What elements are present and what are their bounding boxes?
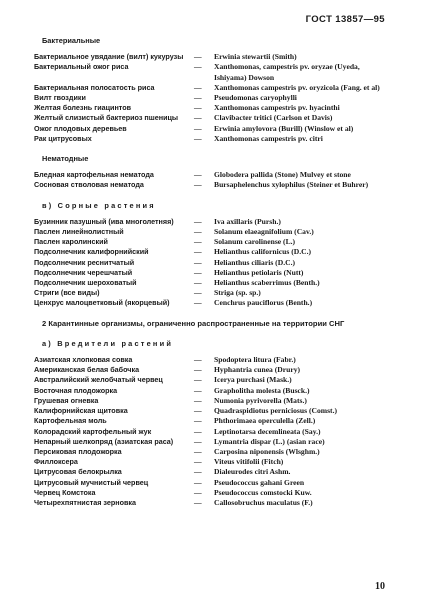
latin-name: Numonia pyrivorella (Mats.) xyxy=(214,395,307,405)
list-item xyxy=(34,457,394,467)
common-name: Четырехпятнистая зерновка xyxy=(34,497,137,507)
latin-name: Helianthus scaberrimus (Benth.) xyxy=(214,278,320,288)
dash: — xyxy=(194,123,202,133)
latin-name: Quadraspidiotus perniciosus (Comst.) xyxy=(214,406,337,416)
common-name: Австралийский желобчатый червец xyxy=(34,375,163,385)
common-name: Ценхрус малоцветковый (якорцевый) xyxy=(34,298,170,308)
dash: — xyxy=(194,133,202,143)
section-title-weeds: в) Сорные растения xyxy=(42,200,156,210)
list-item xyxy=(34,237,394,247)
common-name: Филлоксера xyxy=(34,457,78,467)
common-name: Желтая болезнь гиацинтов xyxy=(34,103,132,113)
latin-name: Bursaphelenchus xylophilus (Steiner et Buhrer) xyxy=(214,180,369,190)
list-item xyxy=(34,83,394,93)
weed-list xyxy=(34,217,394,309)
latin-name: Viteus vitifolii (Fitch) xyxy=(214,457,284,467)
latin-name: Iva axillaris (Pursh.) xyxy=(214,216,281,226)
list-item xyxy=(34,498,394,508)
common-name: Грушевая огневка xyxy=(34,395,99,405)
dash: — xyxy=(194,216,202,226)
list-item xyxy=(34,386,394,396)
latin-name: Pseudococcus gahani Green xyxy=(214,477,305,487)
list-item xyxy=(34,124,394,134)
latin-name: Solanum carolinense (L.) xyxy=(214,237,296,247)
dash: — xyxy=(194,487,202,497)
common-name: Цитрусовый мучнистый червец xyxy=(34,477,149,487)
document-header: ГОСТ 13857—95 xyxy=(305,14,385,25)
list-item xyxy=(34,227,394,237)
dash: — xyxy=(194,395,202,405)
common-name: Картофельная моль xyxy=(34,416,107,426)
dash: — xyxy=(194,247,202,257)
common-name: Бактериальная полосатость риса xyxy=(34,82,155,92)
dash: — xyxy=(194,385,202,395)
latin-name: Erwinia amylovora (Burill) (Winslow et al) xyxy=(214,123,354,133)
dash: — xyxy=(194,365,202,375)
common-name: Сосновая стволовая нематода xyxy=(34,180,144,190)
common-name: Колорадский картофельный жук xyxy=(34,426,152,436)
dash: — xyxy=(194,457,202,467)
document-body xyxy=(34,36,394,508)
dash: — xyxy=(194,375,202,385)
list-item xyxy=(34,103,394,113)
common-name: Бактериальное увядание (вилт) кукурузы xyxy=(34,52,184,62)
dash: — xyxy=(194,52,202,62)
dash: — xyxy=(194,477,202,487)
section-title-bacterial: Бактериальные xyxy=(42,36,101,45)
list-item xyxy=(34,375,394,385)
list-item xyxy=(34,298,394,308)
list-item xyxy=(34,247,394,257)
latin-name: Callosobruchus maculatus (F.) xyxy=(214,497,313,507)
section-title-pests: а) Вредители растений xyxy=(42,338,174,348)
list-item xyxy=(34,113,394,123)
common-name: Бактериальный ожог риса xyxy=(34,62,129,72)
list-item xyxy=(34,355,394,365)
dash: — xyxy=(194,288,202,298)
latin-name: Xanthomonas, campestris pv. oryzae (Uyeda, Ishiyama) Dowson xyxy=(214,62,360,82)
latin-name: Helianthus ciliaris (D.C.) xyxy=(214,257,295,267)
dash: — xyxy=(194,406,202,416)
latin-name: Striga (sp. sp.) xyxy=(214,288,261,298)
section-title-nematodes: Нематодные xyxy=(42,154,89,164)
list-item xyxy=(34,365,394,375)
latin-name: Clavibacter tritici (Carlson et Davis) xyxy=(214,113,333,123)
latin-name: Pseudococcus comstocki Kuw. xyxy=(214,487,312,497)
dash: — xyxy=(194,93,202,103)
common-name: Американская белая бабочка xyxy=(34,365,140,375)
common-name: Бледная картофельная нематода xyxy=(34,170,154,180)
common-name: Азиатская хлопковая совка xyxy=(34,355,133,365)
nematode-list xyxy=(34,170,394,190)
list-item xyxy=(34,447,394,457)
latin-name: Helianthus californicus (D.C.) xyxy=(214,247,312,257)
list-item xyxy=(34,427,394,437)
list-item xyxy=(34,134,394,144)
common-name: Калифорнийская щитовка xyxy=(34,406,128,416)
dash: — xyxy=(194,278,202,288)
dash: — xyxy=(194,298,202,308)
latin-name: Xanthomonas campestris pv. oryzicola (Fang. et al) xyxy=(214,82,380,92)
common-name: Паслен каролинский xyxy=(34,237,108,247)
latin-name: Helianthus petiolaris (Nutt) xyxy=(214,267,304,277)
dash: — xyxy=(194,467,202,477)
common-name: Стриги (все виды) xyxy=(34,288,100,298)
latin-name: Grapholitha molesta (Busck.) xyxy=(214,385,310,395)
latin-name: Phthorimaea operculella (Zell.) xyxy=(214,416,316,426)
list-item xyxy=(34,488,394,498)
latin-name: Spodoptera litura (Fabr.) xyxy=(214,355,296,365)
dash: — xyxy=(194,82,202,92)
list-item xyxy=(34,478,394,488)
page-number: 10 xyxy=(375,581,385,592)
common-name: Бузинник пазушный (ива многолетняя) xyxy=(34,216,174,226)
latin-name: Leptinotarsa decemlineata (Say.) xyxy=(214,426,321,436)
latin-name: Carposina niponensis (Wlsghm.) xyxy=(214,446,320,456)
latin-name: Xanthomonas campestris pv. citri xyxy=(214,133,323,143)
list-item xyxy=(34,268,394,278)
list-item xyxy=(34,217,394,227)
common-name: Вилт гвоздики xyxy=(34,93,86,103)
dash: — xyxy=(194,227,202,237)
common-name: Паслен линейнолистный xyxy=(34,227,124,237)
list-item xyxy=(34,278,394,288)
list-item xyxy=(34,396,394,406)
dash: — xyxy=(194,355,202,365)
common-name: Цитрусовая белокрылка xyxy=(34,467,122,477)
common-name: Непарный шелкопряд (азиатская раса) xyxy=(34,436,174,446)
dash: — xyxy=(194,416,202,426)
list-item xyxy=(34,416,394,426)
common-name: Рак цитрусовых xyxy=(34,133,92,143)
list-item xyxy=(34,467,394,477)
latin-name: Cenchrus pauciflorus (Benth.) xyxy=(214,298,313,308)
latin-name: Lymantria dispar (L.) (asian race) xyxy=(214,436,325,446)
list-item xyxy=(34,406,394,416)
dash: — xyxy=(194,436,202,446)
dash: — xyxy=(194,113,202,123)
dash: — xyxy=(194,267,202,277)
pest-list xyxy=(34,355,394,508)
dash: — xyxy=(194,446,202,456)
latin-name: Pseudomonas caryophylli xyxy=(214,93,297,103)
common-name: Восточная плодожорка xyxy=(34,385,118,395)
list-item xyxy=(34,62,394,82)
latin-name: Icerya purchasi (Mask.) xyxy=(214,375,292,385)
dash: — xyxy=(194,103,202,113)
list-item xyxy=(34,52,394,62)
dash: — xyxy=(194,62,202,72)
latin-name: Globodera pallida (Stone) Mulvey et stone xyxy=(214,170,351,180)
dash: — xyxy=(194,180,202,190)
dash: — xyxy=(194,257,202,267)
list-item xyxy=(34,180,394,190)
dash: — xyxy=(194,497,202,507)
dash: — xyxy=(194,170,202,180)
common-name: Подсолнечник калифорнийский xyxy=(34,247,149,257)
common-name: Желтый слизистый бактериоз пшеницы xyxy=(34,113,179,123)
common-name: Подсолнечник черешчатый xyxy=(34,267,133,277)
list-item xyxy=(34,288,394,298)
common-name: Подсолнечник шероховатый xyxy=(34,278,137,288)
latin-name: Dialeurodes citri Ashm. xyxy=(214,467,291,477)
dash: — xyxy=(194,237,202,247)
common-name: Ожог плодовых деревьев xyxy=(34,123,127,133)
list-item xyxy=(34,437,394,447)
common-name: Подсолнечник реснитчатый xyxy=(34,257,135,267)
common-name: Персиковая плодожорка xyxy=(34,446,122,456)
latin-name: Xanthomonas campestris pv. hyacinthi xyxy=(214,103,340,113)
latin-name: Erwinia stewartii (Smith) xyxy=(214,52,297,62)
dash: — xyxy=(194,426,202,436)
list-item xyxy=(34,258,394,268)
common-name: Червец Комстока xyxy=(34,487,96,497)
latin-name: Solanum elaeagnifolium (Cav.) xyxy=(214,227,314,237)
latin-name: Hyphantria cunea (Drury) xyxy=(214,365,301,375)
bacterial-list xyxy=(34,52,394,144)
section-2-heading: 2 Карантинные организмы, ограниченно распространенные на территории СНГ xyxy=(42,318,345,328)
list-item xyxy=(34,93,394,103)
list-item xyxy=(34,170,394,180)
